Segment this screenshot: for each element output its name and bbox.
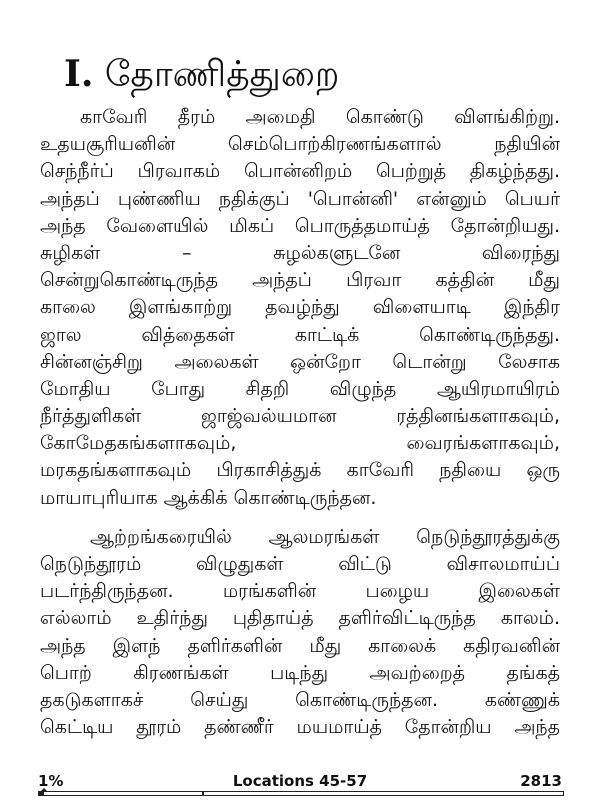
- chapter-body: [40, 104, 560, 741]
- text-line: சுழிகள் – சுழல்களுடனே விரைந்து: [40, 241, 560, 264]
- text-line: சின்னஞ்சிறு அலைகள் ஒன்றோ டொன்று லேசாக: [40, 350, 560, 373]
- location-range: Locations 45-57: [232, 772, 368, 790]
- paragraph: [40, 104, 560, 512]
- text-line: ஆற்றங்கரையில் ஆலமரங்கள் நெடுந்தூரத்துக்கு: [90, 525, 560, 548]
- reading-progress-bar[interactable]: [38, 791, 564, 796]
- chapter-title: [64, 44, 339, 105]
- progress-position-marker-icon[interactable]: [40, 788, 48, 792]
- text-line: கெட்டிய தூரம் தண்ணீர் மயமாய்த் தோன்றிய அந்த: [40, 716, 560, 739]
- chapter-marker: [202, 791, 204, 796]
- text-line: மோதிய போது சிதறி விழுந்த ஆயிரமாயிரம்: [40, 377, 560, 400]
- text-line: நெடுந்தூரம் விழுதுகள் விட்டு விசாலமாய்ப்: [40, 553, 560, 575]
- text-line: அந்த வேளையில் மிகப் பொருத்தமாய்த் தோன்றியது.: [40, 214, 560, 237]
- text-line: பொற் கிரணங்கள் படிந்து அவற்றைத் தங்கத்: [40, 661, 560, 684]
- chapter-title-text: தோணித்துறை: [104, 54, 340, 95]
- text-line: உதயசூரியனின் செம்பொற்கிரணங்களால் நதியின்: [40, 133, 560, 156]
- text-line: நீர்த்துளிகள் ஜாஜ்வல்யமான ரத்தினங்களாகவும்,: [40, 405, 560, 428]
- text-line: மாயாபுரியாக ஆக்கிக் கொண்டிருந்தன.: [40, 486, 377, 509]
- total-locations: 2813: [520, 772, 562, 790]
- paragraph: [40, 524, 560, 742]
- text-line: அந்தப் புண்ணிய நதிக்குப் 'பொன்னி' என்னும் பெயர்: [40, 187, 560, 210]
- text-line: தகடுகளாகச் செய்து கொண்டிருந்தன. கண்ணுக்: [40, 688, 560, 711]
- chapter-number: I.: [64, 53, 94, 95]
- text-line: மரகதங்களாகவும் பிரகாசித்துக் காவேரி நதியை ஒரு: [40, 459, 560, 482]
- text-line: படர்ந்திருந்தன. மரங்களின் பழைய இலைகள்: [40, 580, 560, 603]
- text-line: காலை இளங்காற்று தவழ்ந்து விளையாடி இந்திர: [40, 296, 560, 319]
- text-line: ஜால வித்தைகள் காட்டிக் கொண்டிருந்தது.: [40, 323, 560, 346]
- text-line: கோமேதகங்களாகவும், வைரங்களாகவும்,: [40, 432, 560, 455]
- progress-fill: [39, 792, 44, 795]
- text-line: காவேரி தீரம் அமைதி கொண்டு விளங்கிற்று.: [80, 106, 560, 128]
- progress-percent: 1%: [38, 772, 64, 790]
- text-line: சென்றுகொண்டிருந்த அந்தப் பிரவா கத்தின் மீது: [40, 269, 560, 292]
- reading-status-bar: [38, 770, 562, 792]
- text-line: அந்த இளந் தளிர்களின் மீது காலைக் கதிரவனின்: [40, 634, 560, 657]
- text-line: எல்லாம் உதிர்ந்து புதிதாய்த் தளிர்விட்டிருந்த காலம்.: [40, 607, 560, 630]
- text-line: செந்நீர்ப் பிரவாகம் பொன்னிறம் பெற்றுத் திகழ்ந்தது.: [40, 160, 560, 183]
